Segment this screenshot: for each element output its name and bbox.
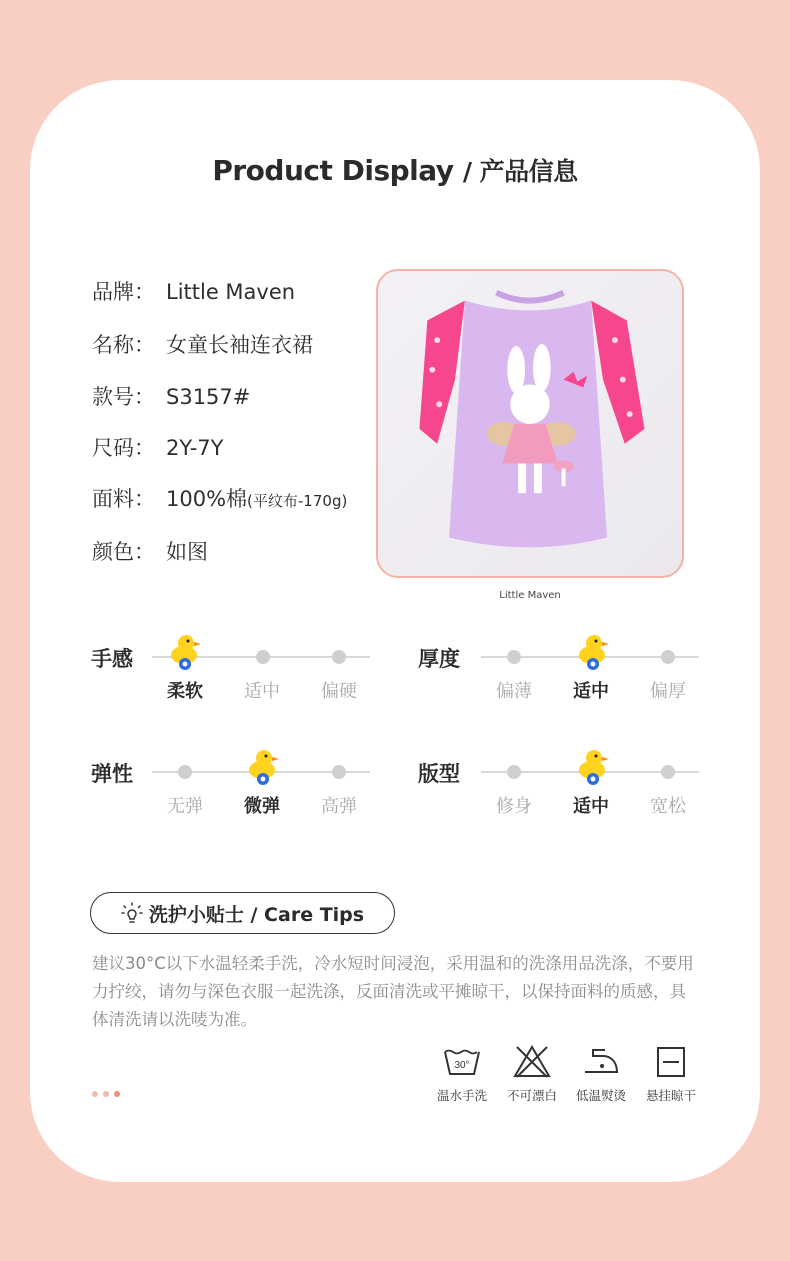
thickness-dot-left: [507, 650, 521, 664]
care-item-hand-wash: 30° 温水手洗: [427, 1044, 497, 1104]
page-indicator: [92, 1091, 120, 1097]
product-image: [376, 269, 684, 578]
attr-label-elasticity: 弹性: [91, 762, 133, 786]
lightbulb-icon: [121, 902, 143, 924]
page-dot: [103, 1091, 109, 1097]
care-item-no-bleach: 不可漂白: [497, 1044, 567, 1104]
spec-brand: 品牌： Little Maven: [92, 280, 296, 304]
attr-label-thickness: 厚度: [418, 647, 460, 671]
duck-marker-icon: [246, 748, 280, 786]
product-image-caption: Little Maven: [499, 590, 561, 601]
fit-option-2: 适中: [573, 796, 609, 817]
fit-dot-left: [507, 765, 521, 779]
spec-fabric: 面料： 100%棉(平纹布-170g): [92, 487, 348, 511]
care-tips-text: 建议30°C以下水温轻柔手洗，冷水短时间浸泡，采用温和的洗涤用品洗涤，不要用力拧绞，请勿与深色衣服一起洗涤，反面清洗或平摊晾干，以保持面料的质感，具体清洗请以洗唛为准。: [92, 954, 694, 1029]
elasticity-dot-right: [332, 765, 346, 779]
care-tips-heading: 洗护小贴士 / Care Tips: [90, 892, 395, 934]
hang-dry-icon: [651, 1044, 691, 1080]
low-iron-icon: [581, 1044, 621, 1080]
softness-option-1: 柔软: [167, 681, 203, 702]
spec-color: 颜色： 如图: [92, 540, 208, 564]
thickness-dot-right: [661, 650, 675, 664]
no-bleach-icon: [512, 1044, 552, 1080]
attr-label-softness: 手感: [91, 647, 133, 671]
thickness-option-1: 偏薄: [496, 681, 532, 702]
spec-size: 尺码： 2Y-7Y: [92, 436, 224, 460]
spec-name: 名称： 女童长袖连衣裙: [92, 333, 313, 357]
softness-dot-mid: [256, 650, 270, 664]
attr-label-fit: 版型: [418, 762, 460, 786]
page-title: Product Display / 产品信息: [212, 154, 578, 187]
fit-option-3: 宽松: [650, 796, 686, 817]
page-dot: [92, 1091, 98, 1097]
elasticity-option-1: 无弹: [167, 796, 203, 817]
duck-marker-icon: [576, 633, 610, 671]
elasticity-option-3: 高弹: [321, 796, 357, 817]
thickness-option-3: 偏厚: [650, 681, 686, 702]
svg-text:30°: 30°: [454, 1060, 470, 1071]
softness-option-2: 适中: [244, 681, 280, 702]
duck-marker-icon: [576, 748, 610, 786]
fit-dot-right: [661, 765, 675, 779]
duck-marker-icon: [168, 633, 202, 671]
spec-style-number: 款号： S3157#: [92, 385, 251, 409]
fit-option-1: 修身: [496, 796, 532, 817]
page-dot-active: [114, 1091, 120, 1097]
hand-wash-30-icon: [442, 1044, 482, 1080]
care-item-low-iron: 低温熨烫: [566, 1044, 636, 1104]
softness-dot-right: [332, 650, 346, 664]
elasticity-option-2: 微弹: [244, 796, 280, 817]
thickness-option-2: 适中: [573, 681, 609, 702]
elasticity-dot-left: [178, 765, 192, 779]
softness-option-3: 偏硬: [321, 681, 357, 702]
care-item-hang-dry: 悬挂晾干: [636, 1044, 706, 1104]
